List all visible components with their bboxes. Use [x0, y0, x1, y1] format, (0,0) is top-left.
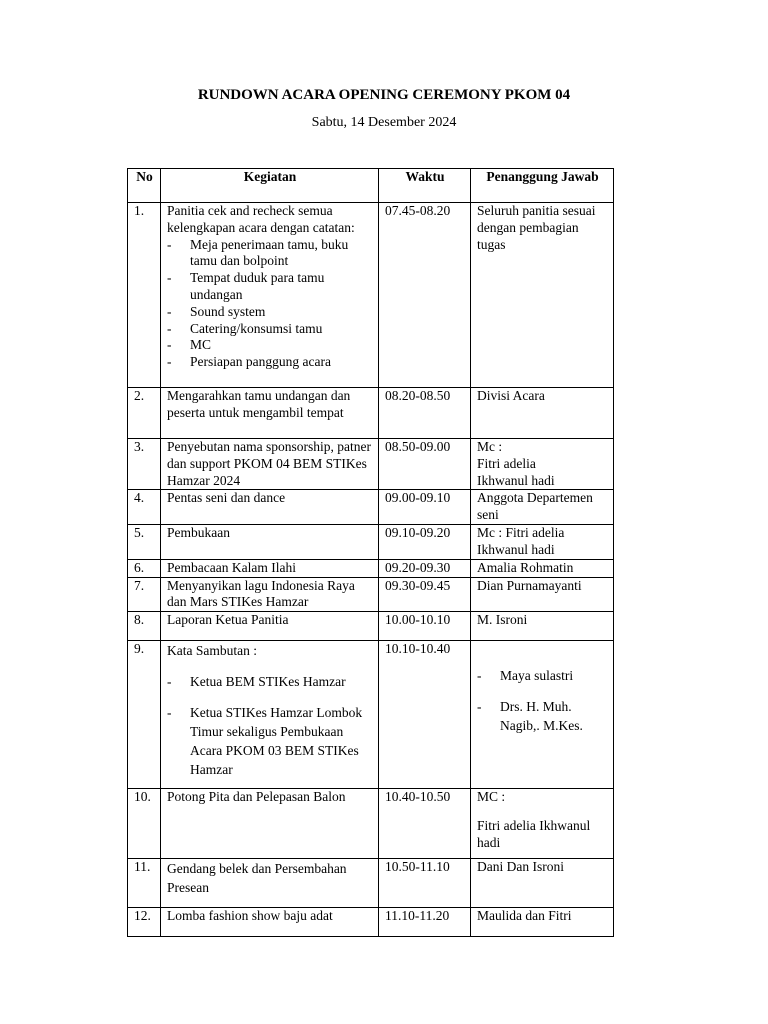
row-kegiatan	[161, 203, 379, 388]
row-waktu: 08.20-08.50	[379, 388, 471, 439]
kegiatan-text: Kata Sambutan :	[167, 643, 257, 659]
row-waktu: 10.00-10.10	[379, 612, 471, 641]
row-penanggung-jawab: Dani Dan Isroni	[471, 859, 614, 908]
row-penanggung-jawab: Mc : Fitri adelia Ikhwanul hadi	[471, 524, 614, 559]
row-waktu: 08.50-09.00	[379, 439, 471, 490]
list-item: - Persiapan panggung acara	[167, 354, 373, 371]
list-item: - Ketua BEM STIKes Hamzar	[167, 672, 373, 691]
list-item: - Tempat duduk para tamu undangan	[167, 270, 373, 304]
table-row	[128, 908, 614, 937]
pj-head: MC :	[477, 789, 506, 805]
row-no: 1.	[128, 203, 161, 388]
pj-line: Ikhwanul hadi	[477, 472, 555, 488]
table-row	[128, 789, 614, 859]
table-row	[128, 577, 614, 612]
table-row	[128, 641, 614, 789]
row-waktu: 07.45-08.20	[379, 203, 471, 388]
header-waktu: Waktu	[379, 169, 471, 203]
list-item: - Ketua STIKes Hamzar Lombok Timur sekaligus Pembukaan Acara PKOM 03 BEM STIKes Hamzar	[167, 703, 373, 779]
speaker-list	[167, 672, 373, 779]
row-waktu: 09.10-09.20	[379, 524, 471, 559]
pj-line: Fitri adelia	[477, 455, 536, 471]
pj-body: Fitri adelia Ikhwanul hadi	[477, 817, 591, 850]
list-item: - Catering/konsumsi tamu	[167, 321, 373, 338]
table-row	[128, 524, 614, 559]
row-no: 8.	[128, 612, 161, 641]
row-penanggung-jawab: Seluruh panitia sesuai dengan pembagian tugas	[471, 203, 614, 388]
row-kegiatan: Pembacaan Kalam Ilahi	[161, 559, 379, 577]
speaker-pj-list	[477, 666, 608, 735]
row-waktu: 11.10-11.20	[379, 908, 471, 937]
table-row	[128, 439, 614, 490]
row-kegiatan: Potong Pita dan Pelepasan Balon	[161, 789, 379, 859]
row-penanggung-jawab	[471, 789, 614, 859]
rundown-table	[127, 168, 614, 937]
header-kegiatan: Kegiatan	[161, 169, 379, 203]
document-title: RUNDOWN ACARA OPENING CEREMONY PKOM 04	[197, 87, 571, 103]
table-row	[128, 490, 614, 525]
row-penanggung-jawab: M. Isroni	[471, 612, 614, 641]
row-kegiatan: Laporan Ketua Panitia	[161, 612, 379, 641]
row-waktu: 09.00-09.10	[379, 490, 471, 525]
row-kegiatan: Pembukaan	[161, 524, 379, 559]
row-penanggung-jawab: Amalia Rohmatin	[471, 559, 614, 577]
checklist	[167, 237, 373, 371]
table-header-row	[128, 169, 614, 203]
row-kegiatan: Penyebutan nama sponsorship, patner dan support PKOM 04 BEM STIKes Hamzar 2024	[161, 439, 379, 490]
row-no: 2.	[128, 388, 161, 439]
list-item: - MC	[167, 337, 373, 354]
row-kegiatan: Lomba fashion show baju adat	[161, 908, 379, 937]
row-penanggung-jawab: Divisi Acara	[471, 388, 614, 439]
row-no: 11.	[128, 859, 161, 908]
list-item: - Meja penerimaan tamu, buku tamu dan bolpoint	[167, 237, 373, 271]
list-item: - Drs. H. Muh. Nagib,. M.Kes.	[477, 697, 608, 735]
table-row	[128, 388, 614, 439]
row-no: 6.	[128, 559, 161, 577]
row-no: 7.	[128, 577, 161, 612]
row-penanggung-jawab: Anggota Departemen seni	[471, 490, 614, 525]
row-waktu: 10.50-11.10	[379, 859, 471, 908]
pj-line: Mc :	[477, 439, 503, 454]
header-no: No	[128, 169, 161, 203]
table-row	[128, 859, 614, 908]
row-no: 10.	[128, 789, 161, 859]
list-item: - Maya sulastri	[477, 666, 608, 685]
row-no: 3.	[128, 439, 161, 490]
table-row	[128, 559, 614, 577]
table-row	[128, 612, 614, 641]
row-waktu: 10.10-10.40	[379, 641, 471, 789]
row-kegiatan: Menyanyikan lagu Indonesia Raya dan Mars STIKes Hamzar	[161, 577, 379, 612]
document-date: Sabtu, 14 Desember 2024	[311, 115, 457, 130]
row-kegiatan	[161, 641, 379, 789]
kegiatan-text: Panitia cek and recheck semua kelengkapan acara dengan catatan:	[167, 203, 355, 235]
row-no: 9.	[128, 641, 161, 789]
row-no: 5.	[128, 524, 161, 559]
table-row	[128, 203, 614, 388]
row-penanggung-jawab: Dian Purnamayanti	[471, 577, 614, 612]
row-no: 4.	[128, 490, 161, 525]
row-waktu: 10.40-10.50	[379, 789, 471, 859]
row-kegiatan: Gendang belek dan Persembahan Presean	[161, 859, 379, 908]
row-penanggung-jawab: Maulida dan Fitri	[471, 908, 614, 937]
header-penanggung-jawab: Penanggung Jawab	[471, 169, 614, 203]
row-penanggung-jawab	[471, 641, 614, 789]
list-item: - Sound system	[167, 304, 373, 321]
row-waktu: 09.20-09.30	[379, 559, 471, 577]
row-penanggung-jawab	[471, 439, 614, 490]
row-no: 12.	[128, 908, 161, 937]
row-waktu: 09.30-09.45	[379, 577, 471, 612]
row-kegiatan: Mengarahkan tamu undangan dan peserta untuk mengambil tempat	[161, 388, 379, 439]
row-kegiatan: Pentas seni dan dance	[161, 490, 379, 525]
